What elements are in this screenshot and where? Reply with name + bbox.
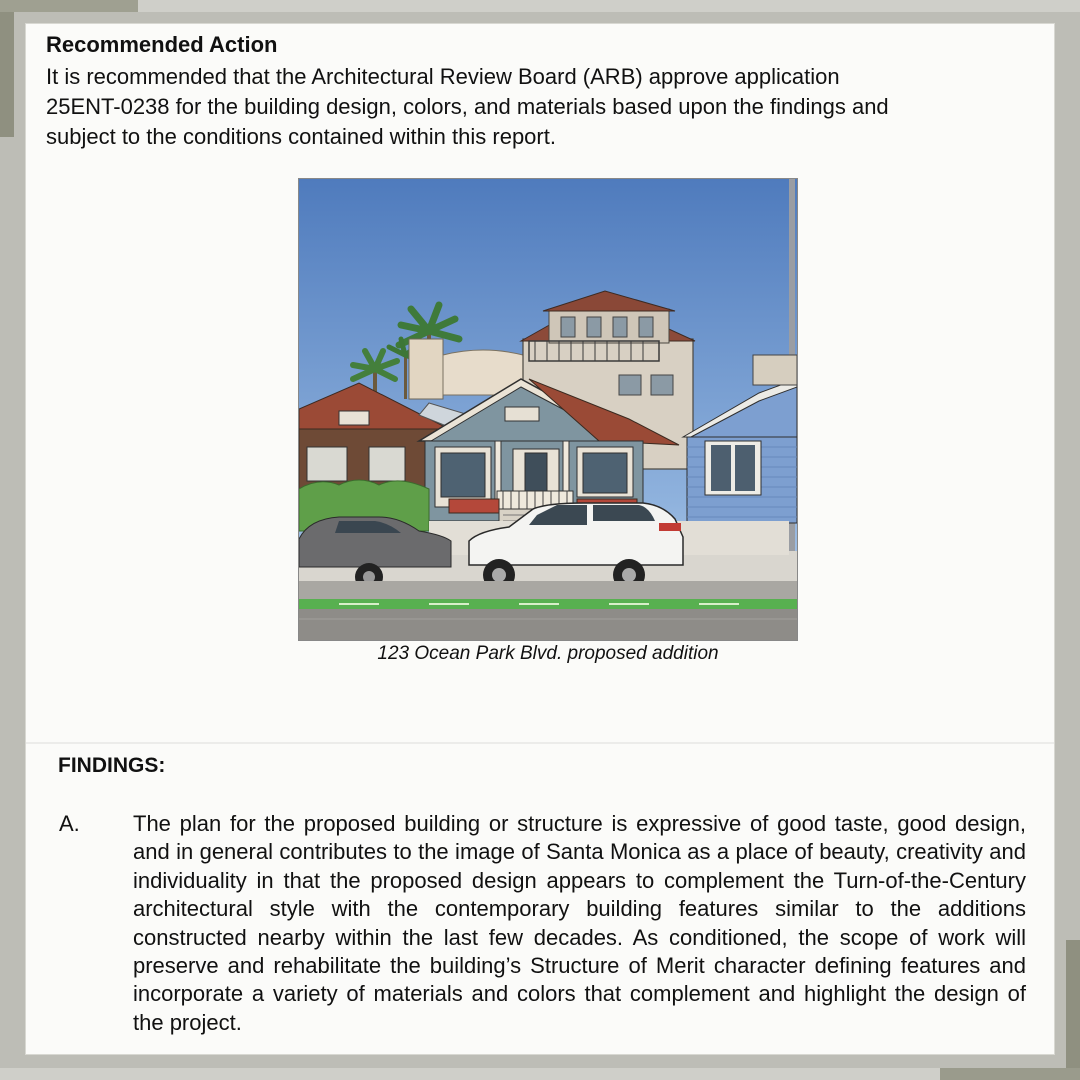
frame-left-accent (0, 12, 14, 137)
finding-text: The plan for the proposed building or structure is expressive of good taste, good design, and in general contributes to the image of Santa Monica as a place of beauty, creativity and individuality in that the proposed design appears to complement the Turn-of-the-Century architectural style with the contemporary building features similar to the additions constructed nearby within the last few decades. As conditioned, the scope of work will preserve and rehabilitate the building’s Structure of Merit character defining features and incorporate a variety of materials and colors that complement and highlight the design of the project. (133, 811, 1026, 1035)
frame-bottom-accent (940, 1068, 1080, 1080)
proposed-addition-illustration (298, 178, 798, 641)
recommended-action-heading: Recommended Action (46, 32, 278, 57)
frame-top-left-accent (0, 0, 138, 12)
document-page (26, 24, 1054, 1054)
section-divider (26, 742, 1054, 744)
recommended-action-line: subject to the conditions contained within this report. (46, 124, 556, 149)
recommended-action-line: 25ENT-0238 for the building design, colors, and materials based upon the findings and (46, 94, 889, 119)
illustration-caption: 123 Ocean Park Blvd. proposed addition (377, 643, 719, 664)
frame-top-band (0, 0, 1080, 12)
findings-title: FINDINGS: (58, 754, 166, 777)
frame-bottom-band (0, 1068, 1080, 1080)
recommended-action-text (46, 62, 1046, 152)
frame-right-accent (1066, 940, 1080, 1070)
recommended-action-line: It is recommended that the Architectural Review Board (ARB) approve application (46, 64, 840, 89)
finding-label: A. (59, 811, 80, 836)
